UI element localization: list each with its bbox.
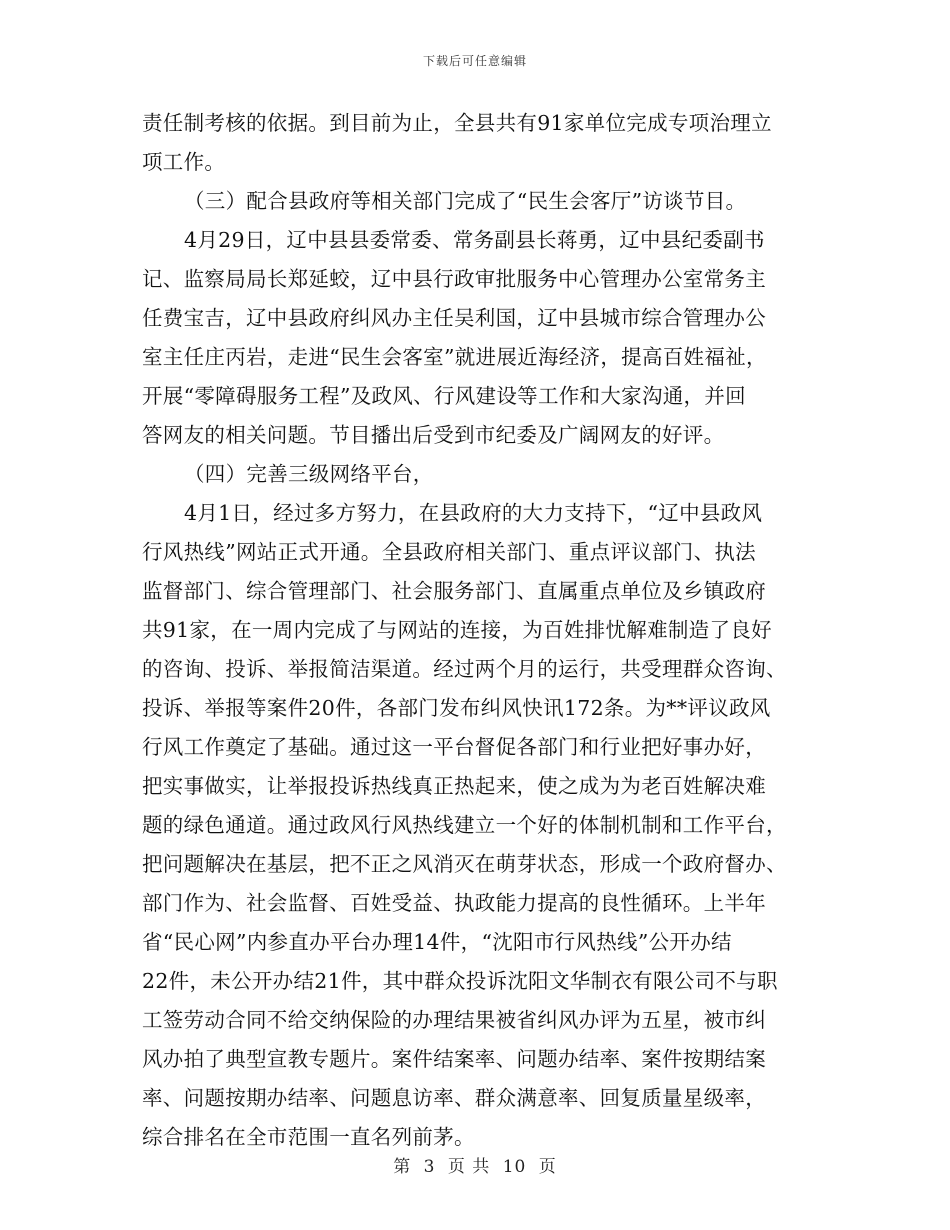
page-total: 10 — [502, 1157, 527, 1177]
text-line: 风办拍了典型宣教专题片。案件结案率、问题办结率、案件按期结案 — [142, 1047, 766, 1071]
text-line: 记、监察局局长郑延蛟，辽中县行政审批服务中心管理办公室常务主 — [142, 267, 766, 291]
text-line: 的咨询、投诉、举报简洁渠道。经过两个月的运行，共受理群众咨询、 — [142, 657, 787, 681]
text-line: 责任制考核的依据。到目前为止，全县共有91家单位完成专项治理立 — [142, 111, 772, 135]
text-line: 22件，未公开办结21件，其中群众投诉沈阳文华制衣有限公司不与职 — [142, 969, 778, 993]
text-line: 部门作为、社会监督、百姓受益、执政能力提高的良性循环。上半年 — [142, 891, 766, 915]
text-line: 把实事做实，让举报投诉热线真正热起来，使之成为为老百姓解决难 — [142, 774, 766, 798]
text-line: 4月1日，经过多方努力，在县政府的大力支持下，“辽中县政风 — [184, 501, 763, 525]
text-line: 答网友的相关问题。节目播出后受到市纪委及广阔网友的好评。 — [142, 423, 725, 447]
footer-middle: 页 共 — [447, 1157, 491, 1177]
text-line: 项工作。 — [142, 150, 226, 174]
text-line: 工签劳动合同不给交纳保险的办理结果被省纠风办评为五星，被市纠 — [142, 1008, 766, 1032]
page-number: 3 — [423, 1157, 436, 1177]
section-heading: （三）配合县政府等相关部门完成了“民生会客厅”访谈节目。 — [184, 189, 747, 213]
text-line: 共91家，在一周内完成了与网站的连接，为百姓排忧解难制造了良好 — [142, 618, 772, 642]
text-line: 省“民心网”内参直办平台办理14件，“沈阳市行风热线”公开办结 — [142, 930, 732, 954]
text-line: 综合排名在全市范围一直名列前茅。 — [142, 1125, 475, 1149]
document-body — [142, 104, 810, 1157]
page-footer — [0, 1152, 950, 1177]
text-line: 行风热线”网站正式开通。全县政府相关部门、重点评议部门、执法 — [142, 540, 756, 564]
footer-suffix: 页 — [538, 1157, 557, 1177]
text-line: 投诉、举报等案件20件，各部门发布纠风快讯172条。为**评议政风 — [142, 696, 771, 720]
text-line: 开展“零障碍服务工程”及政风、行风建设等工作和大家沟通，并回 — [142, 384, 746, 408]
section-heading: （四）完善三级网络平台， — [184, 462, 434, 486]
text-line: 把问题解决在基层，把不正之风消灭在萌芽状态，形成一个政府督办、 — [142, 852, 787, 876]
text-line: 室主任庄丙岩，走进“民生会客室”就进展近海经济，提高百姓福祉， — [142, 345, 767, 369]
text-line: 任费宝吉，辽中县政府纠风办主任吴利国，辽中县城市综合管理办公 — [142, 306, 766, 330]
text-line: 率、问题按期办结率、问题息访率、群众满意率、回复质量星级率， — [142, 1086, 766, 1110]
page-header: 下载后可任意编辑 — [422, 54, 527, 68]
text-line: 题的绿色通道。通过政风行风热线建立一个好的体制机制和工作平台， — [142, 813, 787, 837]
text-line: 行风工作奠定了基础。通过这一平台督促各部门和行业把好事办好， — [142, 735, 766, 759]
footer-prefix: 第 — [393, 1157, 412, 1177]
text-line: 4月29日，辽中县县委常委、常务副县长蒋勇，辽中县纪委副书 — [184, 228, 765, 252]
text-line: 监督部门、综合管理部门、社会服务部门、直属重点单位及乡镇政府 — [142, 579, 766, 603]
